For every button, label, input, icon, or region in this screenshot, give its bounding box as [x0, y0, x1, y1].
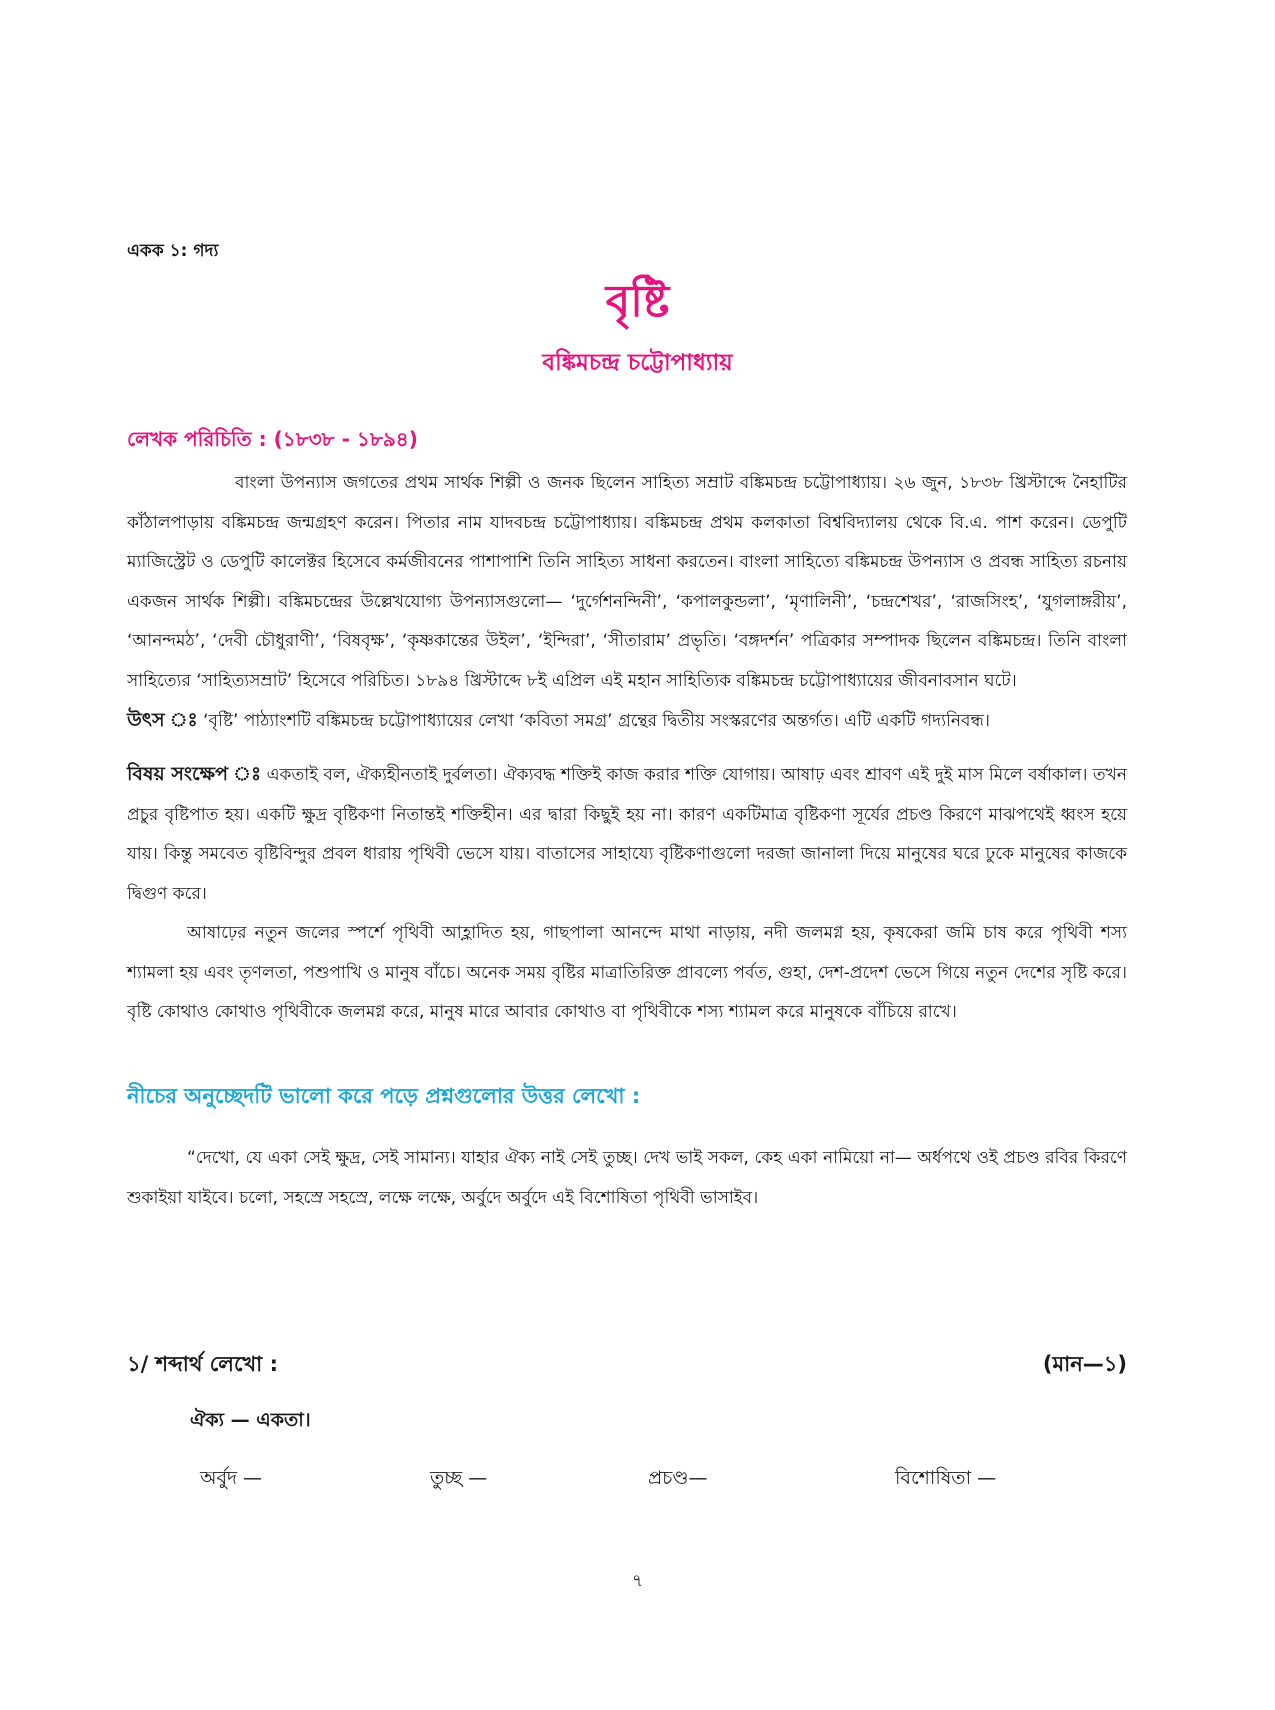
author-intro-heading: লেখক পরিচিতি : (১৮৩৮ - ১৮৯৪) [127, 427, 418, 451]
term-item: বিশোষিতা — [895, 1467, 997, 1489]
author-name: বঙ্কিমচন্দ্র চট্টোপাধ্যায় [542, 350, 733, 376]
source-paragraph [127, 701, 1127, 742]
page-number: ৭ [631, 1571, 644, 1591]
summary-paragraph-2: আষাঢ়ের নতুন জলের স্পর্শে পৃথিবী আহ্লাদিত হয়, গাছপালা আনন্দে মাথা নাড়ায়, নদী জলমগ্ন হয়, কৃষকেরা জমি চাষ করে পৃথিবী শস্য শ্যামলা হয় এবং তৃণলতা, পশুপাখি ও মানুষ বাঁচে। অনেক সময় বৃষ্টির মাত্রাতিরিক্ত প্রাবল্যে পর্বত, গুহা, দেশ-প্রদেশ ভেসে গিয়ে নতুন দেশের সৃষ্টি করে। বৃষ্টি কোথাও কোথাও পৃথিবীকে জলমগ্ন করে, মানুষ মারে আবার কোথাও বা পৃথিবীকে শস্য শ্যামল করে মানুষকে বাঁচিয়ে রাখে। [127, 923, 1127, 1022]
source-text: ‘বৃষ্টি’ পাঠ্যাংশটি বঙ্কিমচন্দ্র চট্টোপাধ্যায়ের লেখা ‘কবিতা সমগ্র’ গ্রন্থের দ্বিতীয় সংস্করণের অন্তর্গত। এটি একটি গদ্যনিবন্ধ। [203, 711, 991, 731]
lesson-title: বৃষ্টি [605, 276, 670, 327]
term-item: প্রচণ্ড— [648, 1467, 708, 1489]
question-1-label: ১/ শব্দার্থ লেখো : [127, 1352, 278, 1376]
author-intro-section [127, 425, 1127, 742]
term-item: অর্বুদ — [200, 1467, 263, 1489]
summary-paragraph [127, 755, 1127, 914]
unit-label: একক ১: গদ্য [127, 241, 219, 261]
exercise-section [127, 1080, 1127, 1218]
question-1-marks: (মান—১) [1042, 1352, 1127, 1376]
summary-section [127, 755, 1127, 1033]
summary-text: একতাই বল, ঐক্যহীনতাই দুর্বলতা। ঐক্যবদ্ধ শক্তিই কাজ করার শক্তি যোগায়। আষাঢ় এবং শ্রাবণ এই দুই মাস মিলে বর্ষাকাল। তখন প্রচুর বৃষ্টিপাত হয়। একটি ক্ষুদ্র বৃষ্টিকণা নিতান্তই শক্তিহীন। এর দ্বারা কিছুই হয় না। কারণ একটিমাত্র বৃষ্টিকণা সূর্যের প্রচণ্ড কিরণে মাঝপথেই ধ্বংস হয়ে যায়। কিন্তু সমবেত বৃষ্টিবিন্দুর প্রবল ধারায় পৃথিবী ভেসে যায়। বাতাসের সাহায্যে বৃষ্টিকণাগুলো দরজা জানালা দিয়ে মানুষের ঘরে ঢুকে মানুষের কাজকে দ্বিগুণ করে। [127, 765, 1127, 904]
example-answer: ঐক্য — একতা। [190, 1409, 311, 1431]
exercise-passage: “দেখো, যে একা সেই ক্ষুদ্র, সেই সামান্য। যাহার ঐক্য নাই সেই তুচ্ছ। দেখ ভাই সকল, কেহ একা নামিয়ো না— অর্ধপথে ওই প্রচণ্ড রবির কিরণে শুকাইয়া যাইবে। চলো, সহস্রে সহস্রে, লক্ষে লক্ষে, অর্বুদে অর্বুদে এই বিশোষিতা পৃথিবী ভাসাইব। [127, 1148, 1127, 1208]
author-intro-text: বাংলা উপন্যাস জগতের প্রথম সার্থক শিল্পী ও জনক ছিলেন সাহিত্য সম্রাট বঙ্কিমচন্দ্র চট্টোপাধ্যায়। ২৬ জুন, ১৮৩৮ খ্রিস্টাব্দে নৈহাটির কাঁঠালপাড়ায় বঙ্কিমচন্দ্র জন্মগ্রহণ করেন। পিতার নাম যাদবচন্দ্র চট্টোপাধ্যায়। বঙ্কিমচন্দ্র প্রথম কলকাতা বিশ্ববিদ্যালয় থেকে বি.এ. পাশ করেন। ডেপুটি ম্যাজিস্ট্রেট ও ডেপুটি কালেক্টর হিসেবে কর্মজীবনের পাশাপাশি তিনি সাহিত্য সাধনা করতেন। বাংলা সাহিত্যে বঙ্কিমচন্দ্র উপন্যাস ও প্রবন্ধ সাহিত্য রচনায় একজন সার্থক শিল্পী। বঙ্কিমচন্দ্রের উল্লেখযোগ্য উপন্যাসগুলো— ‘দুর্গেশনন্দিনী’, ‘কপালকুন্ডলা’, ‘মৃণালিনী’, ‘চন্দ্রশেখর’, ‘রাজসিংহ’, ‘যুগলাঙ্গরীয়’, ‘আনন্দমঠ’, ‘দেবী চৌধুরাণী’, ‘বিষবৃক্ষ’, ‘কৃষ্ণকান্তের উইল’, ‘ইন্দিরা’, ‘সীতারাম’ প্রভৃতি। ‘বঙ্গদর্শন’ পত্রিকার সম্পাদক ছিলেন বঙ্কিমচন্দ্র। তিনি বাংলা সাহিত্যের ‘সাহিত্যসম্রাট’ হিসেবে পরিচিত। ১৮৯৪ খ্রিস্টাব্দে ৮ই এপ্রিল এই মহান সাহিত্যিক বঙ্কিমচন্দ্র চট্টোপাধ্যায়ের জীবনাবসান ঘটে। [127, 473, 1127, 691]
question-1-row [127, 1348, 1127, 1382]
term-item: তুচ্ছ — [430, 1467, 488, 1489]
source-label: উৎস ঃ [127, 709, 198, 731]
exercise-instruction: নীচের অনুচ্ছেদটি ভালো করে পড়ে প্রশ্নগুলোর উত্তর লেখো : [127, 1084, 641, 1108]
summary-label: বিষয় সংক্ষেপ ঃ [127, 763, 262, 785]
